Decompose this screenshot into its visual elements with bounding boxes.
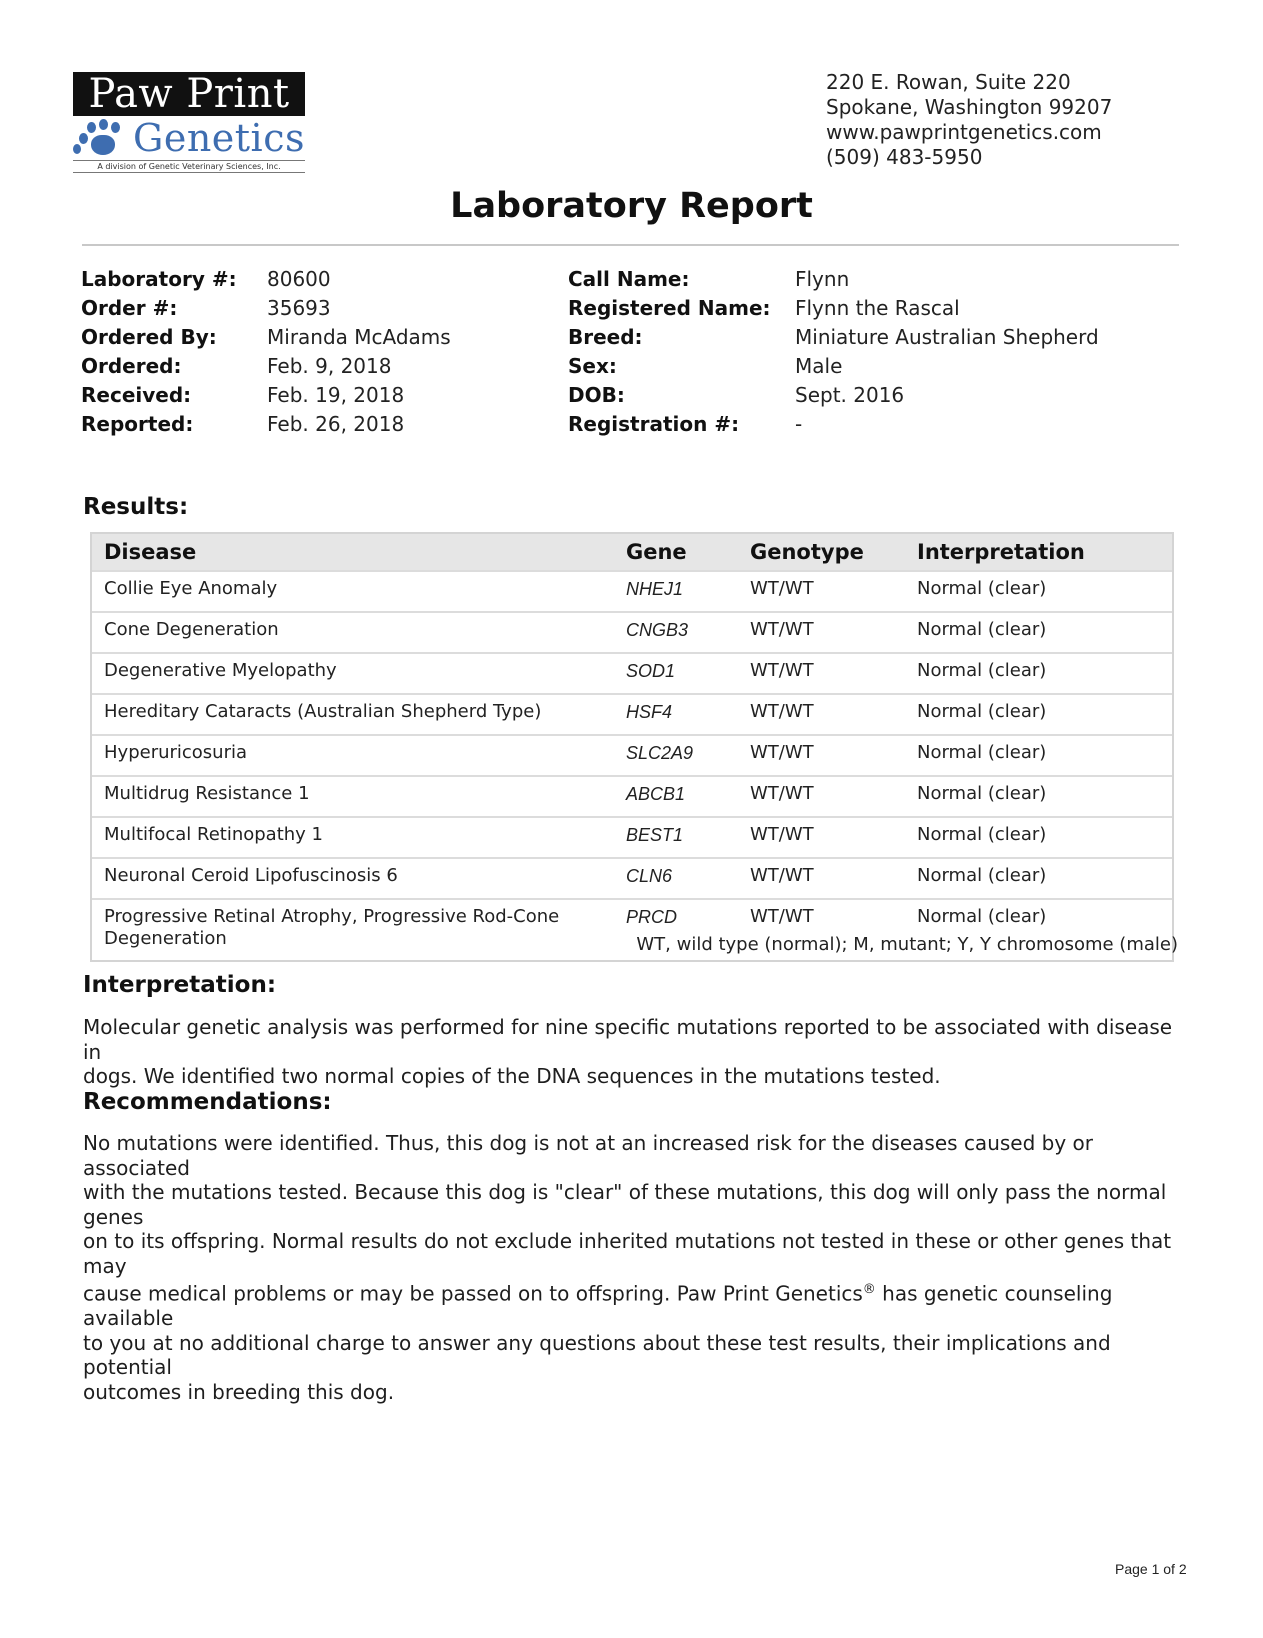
column-header-genotype: Genotype (738, 534, 905, 571)
dog-info-label: Call Name: (568, 267, 690, 291)
genotype-cell: WT/WT (738, 735, 905, 776)
registered-name: Flynn the Rascal (795, 296, 960, 320)
order-info-labels (81, 265, 237, 439)
results-heading: Results: (83, 494, 189, 520)
dob: Sept. 2016 (795, 383, 905, 407)
dog-info-label: Registration #: (568, 412, 740, 436)
address-website: www.pawprintgenetics.com (826, 120, 1102, 144)
table-row (92, 612, 1172, 653)
table-row (92, 653, 1172, 694)
order-info-label: Reported: (81, 412, 194, 436)
genotype-cell: WT/WT (738, 612, 905, 653)
disease-cell: Hyperuricosuria (92, 735, 614, 776)
interpretation-cell: Normal (clear) (905, 899, 1172, 960)
text-line: to you at no additional charge to answer any questions about these test results, their implications and potential (83, 1330, 1111, 1380)
text-line: No mutations were identified. Thus, this dog is not at an increased risk for the diseases caused by or associated (83, 1131, 1093, 1180)
order-info-label: Order #: (81, 296, 178, 320)
text-line: on to its offspring. Normal results do not exclude inherited mutations not tested in these or other genes that may (83, 1229, 1172, 1278)
disease-cell: Cone Degeneration (92, 612, 614, 653)
order-info-label: Ordered By: (81, 325, 217, 349)
text-line: outcomes in breeding this dog. (83, 1379, 395, 1404)
interpretation-cell: Normal (clear) (905, 735, 1172, 776)
sex: Male (795, 354, 843, 378)
order-number: 35693 (267, 296, 331, 320)
gene-cell: NHEJ1 (614, 571, 738, 612)
interpretation-cell: Normal (clear) (905, 612, 1172, 653)
interpretation-cell: Normal (clear) (905, 653, 1172, 694)
table-row (92, 817, 1172, 858)
table-row (92, 776, 1172, 817)
interpretation-cell: Normal (clear) (905, 571, 1172, 612)
gene-cell: BEST1 (614, 817, 738, 858)
company-address (826, 70, 1112, 170)
logo-line2: Genetics (132, 116, 305, 160)
genotype-cell: WT/WT (738, 817, 905, 858)
genotype-cell: WT/WT (738, 899, 905, 960)
registered-mark: ® (862, 1282, 876, 1297)
title-divider (82, 244, 1179, 246)
ordered-date: Feb. 9, 2018 (267, 354, 392, 378)
reported-date: Feb. 26, 2018 (267, 412, 405, 436)
gene-cell: ABCB1 (614, 776, 738, 817)
column-header-gene: Gene (614, 534, 738, 571)
recommendations-heading: Recommendations: (83, 1089, 332, 1115)
table-row (92, 735, 1172, 776)
text-line: dogs. We identified two normal copies of the DNA sequences in the mutations tested. (83, 1064, 941, 1088)
gene-cell: SLC2A9 (614, 735, 738, 776)
disease-cell: Multidrug Resistance 1 (92, 776, 614, 817)
interpretation-heading: Interpretation: (83, 972, 277, 998)
disease-line: Degeneration (104, 928, 227, 949)
address-phone: (509) 483-5950 (826, 145, 983, 169)
company-logo (73, 72, 305, 173)
address-street: 220 E. Rowan, Suite 220 (826, 70, 1071, 94)
order-info-label: Laboratory #: (81, 267, 237, 291)
text-line: Molecular genetic analysis was performed for nine specific mutations reported to be associated with disease in (83, 1015, 1173, 1064)
genotype-cell: WT/WT (738, 776, 905, 817)
order-info-label: Ordered: (81, 354, 182, 378)
text-line: with the mutations tested. Because this dog is "clear" of these mutations, this dog will only pass the normal genes (83, 1180, 1167, 1229)
interpretation-cell: Normal (clear) (905, 817, 1172, 858)
gene-cell: SOD1 (614, 653, 738, 694)
interpretation-cell: Normal (clear) (905, 858, 1172, 899)
ordered-by: Miranda McAdams (267, 325, 451, 349)
dog-info-label: Sex: (568, 354, 617, 378)
gene-cell: CNGB3 (614, 612, 738, 653)
text-segment: has genetic counseling available (83, 1281, 1113, 1331)
breed: Miniature Australian Shepherd (795, 325, 1099, 349)
text-line (83, 1278, 1183, 1331)
received-date: Feb. 19, 2018 (267, 383, 405, 407)
disease-cell: Degenerative Myelopathy (92, 653, 614, 694)
genotype-legend: WT, wild type (normal); M, mutant; Y, Y chromosome (male) (636, 934, 1178, 955)
order-info-label: Received: (81, 383, 192, 407)
results-header-row (92, 534, 1172, 571)
dog-info-label: Registered Name: (568, 296, 771, 320)
logo-tagline: A division of Genetic Veterinary Sciences, Inc. (73, 160, 305, 173)
interpretation-cell: Normal (clear) (905, 694, 1172, 735)
disease-cell: Neuronal Ceroid Lipofuscinosis 6 (92, 858, 614, 899)
disease-cell: Multifocal Retinopathy 1 (92, 817, 614, 858)
recommendations-text (83, 1131, 1183, 1404)
gene-cell: PRCD (614, 899, 738, 960)
genotype-cell: WT/WT (738, 571, 905, 612)
disease-cell: Hereditary Cataracts (Australian Shepherd Type) (92, 694, 614, 735)
column-header-disease: Disease (92, 534, 614, 571)
paw-icon (73, 118, 133, 158)
registration-number: - (795, 412, 803, 436)
dog-info-label: Breed: (568, 325, 643, 349)
dog-info-label: DOB: (568, 383, 625, 407)
interpretation-cell: Normal (clear) (905, 776, 1172, 817)
table-row (92, 858, 1172, 899)
page-number: Page 1 of 2 (1115, 1561, 1187, 1577)
text-segment: cause medical problems or may be passed on to offspring. Paw Print Genetics (83, 1281, 863, 1306)
logo-line1: Paw Print (73, 72, 305, 116)
address-city: Spokane, Washington 99207 (826, 95, 1113, 119)
column-header-interpretation: Interpretation (905, 534, 1172, 571)
disease-cell: Collie Eye Anomaly (92, 571, 614, 612)
genotype-cell: WT/WT (738, 694, 905, 735)
dog-info-labels (568, 265, 771, 439)
table-row (92, 694, 1172, 735)
genotype-cell: WT/WT (738, 653, 905, 694)
gene-cell: CLN6 (614, 858, 738, 899)
interpretation-text (83, 1015, 1183, 1089)
laboratory-number: 80600 (267, 267, 331, 291)
report-title: Laboratory Report (450, 186, 813, 226)
disease-line: Progressive Retinal Atrophy, Progressive Rod-Cone (104, 906, 560, 927)
call-name: Flynn (795, 267, 850, 291)
table-row (92, 571, 1172, 612)
order-info-values (267, 265, 451, 439)
dog-info-values (795, 265, 1099, 439)
gene-cell: HSF4 (614, 694, 738, 735)
genotype-cell: WT/WT (738, 858, 905, 899)
results-table (90, 532, 1174, 962)
